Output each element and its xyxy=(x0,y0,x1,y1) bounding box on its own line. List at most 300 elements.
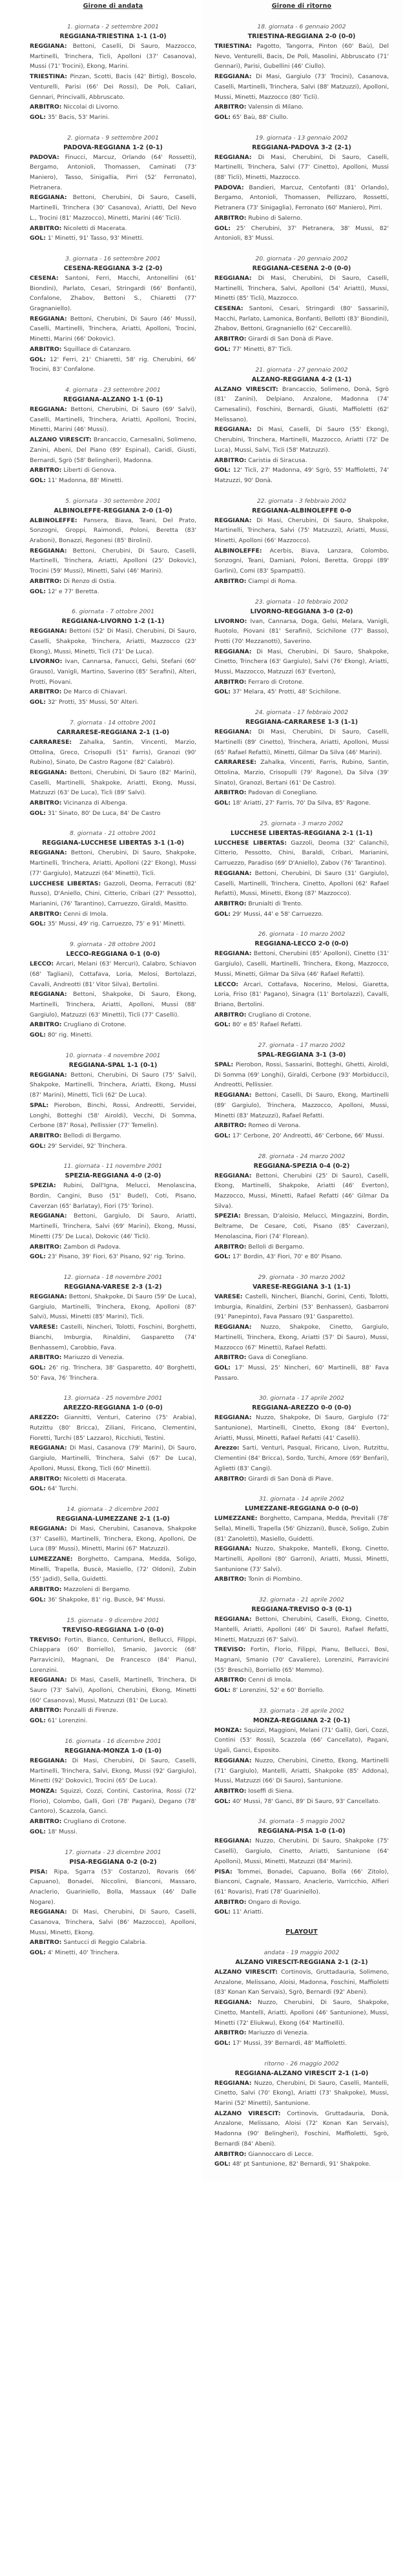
detail-text: Niccolai di Livorno. xyxy=(63,103,120,111)
match-detail-line xyxy=(30,1020,196,1030)
detail-label: GOL: xyxy=(30,1031,46,1039)
detail-label: GOL: xyxy=(30,355,46,363)
match-round-date: 26. giornata - 10 marzo 2002 xyxy=(258,931,346,938)
match-detail-line xyxy=(30,1413,196,1443)
detail-text: Pinzan, Scotti, Bacis (42' Birtig), Boscolo, Venturelli, Parisi (66' Dei Rossi), De Poli, Caliari, Gennari, Princivalli, Abbruscato. xyxy=(30,73,197,101)
match-report xyxy=(30,719,196,819)
detail-text: Padovan di Conegliano. xyxy=(248,789,318,797)
detail-label: REGGIANA: xyxy=(214,728,252,736)
detail-text: Fortin, Florio, Filippi, Pianu, Bellucci, Bosi, Magnani, Smanio (70' Cavaliere), Lorenzini, Parravicini (55' Breschi), Borriello (65' Memmo). xyxy=(214,1646,389,1674)
match-detail-line xyxy=(30,1141,196,1152)
match-detail-line xyxy=(30,355,196,375)
match-detail-line xyxy=(214,2109,389,2149)
match-report xyxy=(214,1152,389,1262)
match-round-date: 28. giornata - 24 marzo 2002 xyxy=(258,1152,346,1160)
detail-text: Pierobon, Binchi, Rossi, Andreotti, Servidei, Longhi, Botteghi (58' Airoldi), Vecchi, Di Somma, Cerbone (87' Rosa), Pellissier (77' Temelin). xyxy=(30,1101,196,1130)
detail-label: LUMEZZANE: xyxy=(30,1556,73,1563)
match-detail-line xyxy=(214,1131,389,1141)
match-detail-line xyxy=(214,949,389,979)
match-report xyxy=(30,134,196,244)
detail-text: Bressan, D'aloisio, Melucci, Mingazzini, Bordin, Beltrame, De Cesare, Coti, Pisano (85' Caverzan), Menolascina, Fiori (74' Florean). xyxy=(214,1212,389,1240)
detail-label: ARBITRO: xyxy=(214,1122,247,1130)
detail-label: ARBITRO: xyxy=(30,910,62,918)
match-title: CARRARESE-REGGIANA 2-1 (1-0) xyxy=(56,728,170,736)
detail-text: Sarti, Venturi, Pasqual, Firicano, Livon, Rutzittu, Clementini (84' Bricca), Sordo, Turchi, Amore (69' Benfari), Aglietti (83' Cangi). xyxy=(214,1444,389,1472)
match-detail-line xyxy=(30,102,196,112)
detail-label: GOL: xyxy=(30,476,46,484)
detail-text: Di Masi, Cherubini, Di Sauro, Caselli, Casanova, Trinchera, Salvi (86' Mazzocco), Apolloni, Mussi, Minetti, Ekong. xyxy=(30,1908,197,1936)
detail-label: ARBITRO: xyxy=(214,789,247,797)
detail-label: GOL: xyxy=(30,1596,46,1603)
detail-text: 8' Lorenzini, 52' e 60' Borriello. xyxy=(232,1687,325,1694)
match-detail-line xyxy=(214,1685,389,1696)
detail-text: 48' pt Santunione, 82' Bernardi, 91' Shakpoke. xyxy=(232,2160,371,2168)
detail-text: 29' Mussi, 44' e 58' Carruezzo. xyxy=(232,910,324,918)
match-detail-line xyxy=(30,1474,196,1484)
match-detail-line xyxy=(214,2159,389,2170)
match-detail-line xyxy=(30,1948,196,1958)
detail-label: LUCCHESE LIBERTAS: xyxy=(30,880,101,887)
detail-label: ARBITRO: xyxy=(30,688,62,696)
match-title: REGGIANA-PADOVA 3-2 (2-1) xyxy=(252,143,351,151)
match-detail-line xyxy=(214,1645,389,1675)
match-report xyxy=(214,2060,389,2170)
match-title: REGGIANA-PISA 1-0 (1-0) xyxy=(258,1828,346,1835)
detail-label: GOL: xyxy=(30,1364,46,1371)
section-title-andata: Girone di andata xyxy=(83,3,143,10)
detail-text: Ioseffi di Siena. xyxy=(248,1788,294,1795)
match-detail-line xyxy=(214,1090,389,1121)
detail-label: GOL: xyxy=(30,1253,46,1261)
detail-label: REGGIANA: xyxy=(30,1757,67,1764)
detail-text: Bettoni, Cherubini, Caselli, Ekong, Cinetto, Mantelli, Ariatti, Apolloni (46' Di Sauro), Rafael Refatti, Minetti, Matzuzzi (67' Salvi). xyxy=(214,1616,389,1643)
detail-text: Bettoni, Cherubini, Di Sauro (69' Salvi), Caselli, Martinelli, Trinchera, Ariatti, Apolloni, Trocini, Minetti, Marini (46' Mussi). xyxy=(30,405,196,434)
detail-label: ARBITRO: xyxy=(30,1939,62,1947)
detail-label: VARESE: xyxy=(214,1293,243,1300)
match-report xyxy=(30,1273,196,1383)
match-report xyxy=(214,1394,389,1484)
detail-text: Di Masi, Cherubini, Di Sauro, Caselli, Martinelli, Trinchera, Salvi, Ekong, Mussi (92' Gargiulo), Minetti (92' Dokovic), Trocini (65' De Luca). xyxy=(30,1757,197,1785)
detail-label: REGGIANA: xyxy=(214,153,252,161)
match-report xyxy=(30,1394,196,1494)
detail-label: GOL: xyxy=(30,587,46,595)
match-detail-line xyxy=(214,1363,389,1383)
match-report xyxy=(30,497,196,597)
match-detail-line xyxy=(214,344,389,355)
detail-text: 11' Ariatti. xyxy=(232,1908,264,1916)
detail-text: Tommei, Bonadei, Capuano, Bolla (66' Zitolo), Bianconi, Cagnale, Massaro, Anaclerio, Varricchio, Alfieri (61' Rovaris), Frati (78' Guariniello). xyxy=(214,1868,389,1895)
match-title: REGGIANA-LUCCHESE LIBERTAS 3-1 (1-0) xyxy=(42,839,184,847)
match-report xyxy=(214,819,389,920)
detail-text: 32' Protti, 35' Mussi, 50' Alteri. xyxy=(47,699,139,706)
match-detail-line xyxy=(214,838,389,869)
detail-label: LUCCHESE LIBERTAS: xyxy=(214,839,287,847)
match-detail-line xyxy=(30,1484,196,1494)
detail-label: GOL: xyxy=(214,224,231,232)
match-report xyxy=(30,607,196,708)
match-report xyxy=(214,497,389,587)
detail-label: ARBITRO: xyxy=(30,467,62,474)
detail-label: GOL: xyxy=(214,467,231,474)
detail-label: GOL: xyxy=(30,1142,46,1150)
match-detail-line xyxy=(30,1817,196,1827)
detail-label: REGGIANA: xyxy=(214,1999,252,2007)
detail-text: Pansera, Biava, Teani, Del Prato, Sonzogni, Groppi, Raimondi, Poloni, Beretta (83' Araboni), Bonazzi, Regonesi (85' Birolini). xyxy=(30,516,196,545)
detail-label: LECCO: xyxy=(30,960,54,968)
column-ritorno xyxy=(202,0,403,2180)
match-title: REGGIANA-CESENA 2-0 (0-0) xyxy=(252,264,351,272)
match-title: LECCO-REGGIANA 0-1 (0-0) xyxy=(66,951,160,958)
match-detail-line xyxy=(214,909,389,920)
detail-label: REGGIANA: xyxy=(30,43,67,50)
detail-text: Bettoni, Shakpoke, Di Sauro (59' De Luca), Gargiulo, Martinelli, Trinchera, Ekong, Apolloni (87' Salvi), Mussi, Minetti (85' Marini), Ticli. xyxy=(30,1293,196,1321)
detail-text: Gava di Conegliano. xyxy=(248,1354,308,1362)
match-detail-line xyxy=(214,183,389,213)
detail-text: Giannitti, Venturi, Caterino (75' Arabia), Rutzittu (80' Bricca), Ziliani, Firicano, Clementini, Fioretti, Turchi (85' Lazzaro), Ricchiuti, Testini. xyxy=(30,1414,197,1442)
match-title: REGGIANA-ALBINOLEFFE 0-0 xyxy=(252,507,351,514)
detail-text: Di Masi, Caselli, Martinelli, Trinchera, Di Sauro (73' Salvi), Apolloni, Cherubini, Ekong, Minetti (60' Casanova), Mussi, Matzuzzi (81' De Luca). xyxy=(30,1676,197,1704)
detail-label: LECCO: xyxy=(214,980,239,988)
detail-label: GOL: xyxy=(30,1828,46,1835)
match-detail-line xyxy=(30,1211,196,1241)
match-title: MONZA-REGGIANA 2-2 (0-1) xyxy=(253,1716,351,1724)
match-title: REGGIANA-MONZA 1-0 (1-0) xyxy=(64,1747,162,1755)
detail-label: ARBITRO: xyxy=(214,1011,247,1019)
match-detail-line xyxy=(30,1675,196,1705)
match-title: CESENA-REGGIANA 3-2 (2-0) xyxy=(63,264,163,272)
detail-label: Arezzo: xyxy=(214,1444,240,1452)
detail-label: REGGIANA: xyxy=(30,1293,67,1300)
match-title: REGGIANA-LIVORNO 1-2 (1-1) xyxy=(61,618,165,626)
detail-label: ARBITRO: xyxy=(30,1707,62,1715)
detail-text: Bettoni, Cherubini, Di Sauro (82' Marini), Caselli, Martinelli, Shakpoke, Ariatti, Ekong, Mussi, Matzuzzi (63' De Luca), Ticli (89' Salvi). xyxy=(30,768,197,797)
detail-text: 31' Sinato, 80' De Luca, 84' De Castro xyxy=(47,809,161,817)
detail-label: REGGIANA: xyxy=(214,950,252,958)
match-round-date: 29. giornata - 30 marzo 2002 xyxy=(258,1273,346,1281)
detail-text: Zahalka, Santin, Vincenti, Marzio, Ottolina, Greco, Crisopulli (51' Farris), Granozi (90' Rubino), Sinato, De Castro Ragone (82' Calabrò). xyxy=(30,738,197,766)
match-detail-line xyxy=(30,697,196,708)
match-title: VARESE-REGGIANA 3-1 (1-1) xyxy=(253,1283,351,1291)
detail-text: Bettoni, Gargiulo, Di Sauro, Ariatti, Martinelli, Trinchera, Salvi (69' Marini), Ekong, Mussi, Minetti (75' De Luca), Dokovic (46' Ticli). xyxy=(30,1212,196,1240)
detail-label: GOL: xyxy=(214,1908,231,1916)
match-detail-line xyxy=(214,41,389,72)
detail-text: Castelli, Nincheri, Tolotti, Foschini, Borghetti, Bianchi, Imburgia, Rinaldini, Gasparetto (74' Benhassem), Carobbio, Fava. xyxy=(30,1324,196,1351)
detail-label: GOL: xyxy=(214,1132,231,1139)
detail-label: REGGIANA: xyxy=(30,991,67,998)
detail-text: Belloli di Bergamo. xyxy=(248,1243,304,1251)
detail-label: LIVORNO: xyxy=(214,617,247,625)
match-report xyxy=(30,1051,196,1152)
match-detail-line xyxy=(30,1292,196,1322)
match-title: REGGIANA-AREZZO 0-0 (0-0) xyxy=(252,1404,351,1412)
detail-label: ARBITRO: xyxy=(30,1243,62,1251)
match-title: ALZANO-REGGIANA 4-2 (1-1) xyxy=(251,375,352,383)
match-round-date: 2. giornata - 9 settembre 2001 xyxy=(67,134,159,142)
match-report xyxy=(30,1616,196,1726)
match-detail-line xyxy=(30,1756,196,1786)
detail-text: Bellodi di Bergamo. xyxy=(63,1132,122,1139)
match-detail-line xyxy=(214,1211,389,1241)
detail-text: Borghetto, Campana, Medda, Soligo, Minelli, Trapella, Buscè, Masiello, (72' Oldoni), Zubin (55' Jadid), Sella, Guidetti. xyxy=(30,1556,196,1583)
match-title: REGGIANA-TRIESTINA 1-1 (1-0) xyxy=(59,33,167,40)
match-detail-line xyxy=(214,1756,389,1786)
detail-text: Di Renzo di Ostia. xyxy=(63,577,116,585)
match-title: REGGIANA-ALZANO VIRESCIT 2-1 (1-0) xyxy=(234,2069,369,2077)
match-detail-line xyxy=(214,465,389,485)
detail-text: Bettoni, Cherubini, Di Sauro (46' Mussi), Caselli, Martinelli, Trinchera, Ariatti, Apolloni, Trocini, Minetti, Marini (66' Dokovic). xyxy=(30,315,197,343)
match-detail-line xyxy=(30,1181,196,1211)
detail-text: Di Masi, Caselli, Di Sauro (55' Ekong), Cherubini, Trinchera, Martinelli, Mazzocco, Ariatti (72' De Luca), Mussi, Salvi, Ticli (58' Matzuzzi). xyxy=(214,426,389,454)
match-detail-line xyxy=(30,959,196,989)
detail-text: Zambon di Padova. xyxy=(63,1243,121,1251)
detail-text: 26' rig. Trinchera, 38' Gasparetto, 40' Borghetti, 50' Fava, 76' Trinchera. xyxy=(30,1364,196,1382)
detail-text: Girardi di San Donà di Piave. xyxy=(248,335,333,343)
detail-label: ARBITRO: xyxy=(214,1475,247,1483)
detail-text: 35' Mussi, 49' rig. Carruezzo, 75' e 91' Minetti. xyxy=(47,920,186,928)
detail-text: 80' rig. Minetti. xyxy=(47,1031,93,1039)
detail-text: 61' Lorenzini. xyxy=(47,1717,88,1725)
match-detail-line xyxy=(214,1322,389,1353)
detail-text: Crugliano di Crotone. xyxy=(63,1818,127,1826)
match-report xyxy=(214,366,389,486)
detail-label: CESENA: xyxy=(30,274,59,282)
match-detail-line xyxy=(30,1070,196,1101)
detail-label: TREVISO: xyxy=(214,1646,246,1654)
section-title-playout: PLAYOUT xyxy=(285,1928,318,1936)
detail-text: Arcari, Cottafava, Nocerino, Melosi, Giaretta, Loria, Friso (81' Pagano), Sinagra (11' Bortolazzi), Cavalli, Briano, Bertolini. xyxy=(214,980,389,1008)
detail-text: Bettoni, Caselli, Di Sauro, Mazzocco, Martinelli, Trinchera, Ticli, Apolloni (37' Casanova), Mussi (71' Trocini), Ekong, Marini. xyxy=(30,43,196,70)
match-detail-line xyxy=(30,193,196,223)
detail-label: REGGIANA: xyxy=(214,516,252,524)
detail-label: ALZANO VIRESCIT: xyxy=(30,436,92,444)
match-detail-line xyxy=(30,314,196,344)
detail-text: Crugliano di Crotone. xyxy=(63,1021,127,1029)
detail-text: 12' e 77' Beretta. xyxy=(47,587,99,595)
detail-label: REGGIANA: xyxy=(214,274,252,282)
detail-label: ARBITRO: xyxy=(214,214,247,222)
match-report xyxy=(30,940,196,1040)
match-report xyxy=(214,598,389,698)
match-detail-line xyxy=(30,1705,196,1716)
detail-label: GOL: xyxy=(214,799,231,807)
match-title: AREZZO-REGGIANA 1-0 (0-0) xyxy=(63,1404,163,1412)
match-detail-line xyxy=(214,456,389,466)
detail-label: GOL: xyxy=(214,688,231,696)
match-round-date: 21. giornata - 27 gennaio 2002 xyxy=(255,366,348,374)
detail-text: Di Masi, Cherubini, Di Sauro, Shakpoke, Cinetto, Trinchera (63' Gargiulo), Salvi (76' Ekong), Ariatti, Mussi, Mazzocco, Matzuzzi (63' Everton), xyxy=(214,648,389,676)
match-title: REGGIANA-SPEZIA 0-4 (0-2) xyxy=(253,1162,350,1170)
match-detail-line xyxy=(30,41,196,72)
match-detail-line xyxy=(30,233,196,244)
detail-label: REGGIANA: xyxy=(214,426,252,434)
match-title: TREVISO-REGGIANA 1-0 (0-0) xyxy=(62,1626,164,1634)
detail-label: LUMEZZANE: xyxy=(214,1515,258,1523)
detail-label: GOL: xyxy=(214,345,231,353)
match-detail-line xyxy=(214,72,389,102)
detail-label: SPAL: xyxy=(30,1101,49,1109)
detail-label: ARBITRO: xyxy=(30,1021,62,1029)
detail-text: Ivan, Cannarsa, Doga, Gelsi, Melara, Vanigli, Ruotolo, Piovani (81' Serafini), Scichilone (77' Basso), Protti (70' Mezzanotti), Saverino. xyxy=(214,617,389,645)
detail-text: Fortin, Bianco, Centurioni, Bellucci, Filippi, Chiappara (60' Borriello), Smanio, Javorcic (68' Parravicini), Magnani, De Francesco (84' Pianu), Lorenzini. xyxy=(30,1636,196,1674)
detail-label: REGGIANA: xyxy=(214,73,252,81)
match-detail-line xyxy=(214,273,389,304)
detail-label: ALZANO VIRESCIT: xyxy=(214,2109,281,2117)
detail-text: Liberti di Genova. xyxy=(63,467,116,474)
match-round-date: 16. giornata - 16 dicembre 2001 xyxy=(65,1737,161,1745)
match-round-date: 10. giornata - 4 novembre 2001 xyxy=(65,1051,161,1059)
detail-label: GOL: xyxy=(214,1364,231,1371)
match-detail-line xyxy=(30,72,196,102)
detail-label: REGGIANA: xyxy=(214,1324,252,1331)
detail-label: GOL: xyxy=(30,1949,46,1957)
detail-text: 17' Mussi, 25' Nincheri, 60' Martinelli, 88' Fava Passaro. xyxy=(214,1364,389,1382)
detail-text: Ongaro di Rovigo. xyxy=(248,1898,302,1906)
match-detail-line xyxy=(30,153,196,193)
detail-text: Ponzalli di Firenze. xyxy=(63,1707,118,1715)
detail-text: 23' Pisano, 39' Fiori, 63' Pisano, 92' rig. Torino. xyxy=(47,1253,185,1261)
match-round-date: 33. giornata - 28 aprile 2002 xyxy=(258,1707,345,1715)
detail-text: Nuzzo, Cherubini, Di Sauro, Caselli, Mantelli, Cinetto, Salvi (70' Ekong), Ariatti (73' Shakpoke), Mussi, Marini (52' Minetti), Santunione. xyxy=(214,2079,389,2107)
detail-label: REGGIANA: xyxy=(30,1908,67,1916)
detail-text: Tonin di Piombino. xyxy=(248,1576,302,1583)
column-andata xyxy=(0,0,202,2180)
match-detail-line xyxy=(214,1514,389,1544)
match-detail-line xyxy=(214,2149,389,2160)
match-detail-line xyxy=(30,657,196,687)
detail-text: 25' Cherubini, 37' Pietranera, 38' Mussi, 82' Antonioli, 83' Mussi. xyxy=(214,224,389,242)
detail-label: ARBITRO: xyxy=(214,678,247,686)
detail-text: Di Masi, Cherubini, Di Sauro, Caselli, Martinelli, Trinchera, Salvi, Apolloni (54' Ariatti), Mussi, Minetti (85' Ticli), Mazzocco. xyxy=(214,274,389,302)
match-detail-line xyxy=(30,344,196,355)
match-detail-line xyxy=(214,2078,389,2109)
detail-label: GOL: xyxy=(30,113,46,121)
detail-text: Bettoni, Shakpoke, Di Sauro, Ekong, Martinelli, Trinchera, Ariatti, Apolloni, Mussi (88' Gargiulo), Matzuzzi (63' Minetti), Ticli (77' Caselli). xyxy=(30,991,197,1019)
detail-text: Nicoletti di Macerata. xyxy=(63,1475,127,1483)
match-report xyxy=(30,1505,196,1605)
detail-label: ARBITRO: xyxy=(30,103,62,111)
match-title: REGGIANA-CARRARESE 1-3 (1-1) xyxy=(245,719,358,726)
match-detail-line xyxy=(214,1121,389,1131)
detail-label: GOL: xyxy=(30,235,46,242)
match-round-date: 7. giornata - 14 ottobre 2001 xyxy=(70,719,156,726)
detail-text: Brancaccio, Solimeno, Donà, Sgrò (81' Zanini), Delpiano, Anzalone, Madonna (74' Carnesalini), Foschini, Bernardi, Giusti, Maffioletti (62' Melissano). xyxy=(214,385,389,423)
match-report xyxy=(30,386,196,486)
detail-text: Squillace di Catanzaro. xyxy=(63,345,132,353)
match-detail-line xyxy=(30,848,196,878)
detail-text: Bettoni, Cherubini (85' Apolloni), Cinetto (31' Gargiulo), Caselli, Martinelli, Trinchera, Ekong, Mazzocco, Mussi, Minetti, Gilmar Da Silva (46' Rafael Refatti). xyxy=(214,950,389,978)
detail-text: Valensin di Milano. xyxy=(248,103,304,111)
match-detail-line xyxy=(30,465,196,476)
detail-label: ARBITRO: xyxy=(214,1676,247,1684)
detail-text: 1' Minetti, 91' Tasso, 93' Minetti. xyxy=(47,235,144,242)
detail-text: Cenni di Imola. xyxy=(63,910,108,918)
detail-label: VARESE: xyxy=(30,1324,58,1331)
match-title: PADOVA-REGGIANA 1-2 (0-1) xyxy=(63,143,163,151)
match-detail-line xyxy=(214,617,389,647)
match-detail-line xyxy=(30,1635,196,1676)
match-detail-line xyxy=(30,1585,196,1595)
match-detail-line xyxy=(30,435,196,465)
match-detail-line xyxy=(214,1574,389,1585)
detail-text: Mariuzzo di Venezia. xyxy=(248,2029,309,2037)
detail-text: Cortinovis, Gruttadauria, Solimeno, Anzalone, Melissano, Aloisi, Madonna, Foschini, Maffioletti (83' Konan Kan Servais), Sgrò, Bernardi (92' Abeni). xyxy=(214,1969,389,1996)
match-detail-line xyxy=(30,112,196,123)
match-title: ALZANO VIRESCIT-REGGIANA 2-1 (2-1) xyxy=(235,1959,368,1967)
match-round-date: 14. giornata - 2 dicembre 2001 xyxy=(67,1505,160,1513)
match-detail-line xyxy=(214,1907,389,1917)
match-round-date: 3. giornata - 16 settembre 2001 xyxy=(65,255,161,262)
detail-label: REGGIANA: xyxy=(30,194,67,202)
match-round-date: 17. giornata - 23 dicembre 2001 xyxy=(65,1848,161,1856)
match-round-date: 20. giornata - 20 gennaio 2002 xyxy=(255,255,348,262)
match-report xyxy=(214,1041,389,1141)
detail-label: ARBITRO: xyxy=(214,103,247,111)
match-title: SPEZIA-REGGIANA 4-0 (2-0) xyxy=(65,1172,161,1180)
detail-label: ARBITRO: xyxy=(214,1576,247,1583)
match-detail-line xyxy=(214,1060,389,1090)
match-detail-line xyxy=(30,273,196,314)
match-list-playout xyxy=(214,1948,389,2170)
match-detail-line xyxy=(214,2028,389,2038)
detail-text: Cortinovis, Gruttadauria, Donà, Anzalone, Melissano, Aloisi (72' Konan Kan Servais), Madonna (90' Belingheri), Foschini, Maffioletti, Sgrò, Bernardi (84' Abeni). xyxy=(214,2109,389,2148)
match-list-andata xyxy=(30,23,196,1958)
detail-text: 17' Mussi, 39' Bernardi, 48' Maffioletti. xyxy=(232,2039,347,2047)
detail-label: PADOVA: xyxy=(30,153,59,161)
match-detail-line xyxy=(30,1131,196,1141)
match-detail-line xyxy=(30,919,196,929)
detail-label: ARBITRO: xyxy=(214,577,247,585)
match-detail-line xyxy=(214,980,389,1010)
detail-text: Nuzzo, Shakpoke, Di Sauro, Gargiulo (72' Santunione), Martinelli, Cinetto, Ekong (84' Everton), Ariatti, Mussi, Minetti, Rafael Refatti (41' Caselli). xyxy=(214,1414,389,1442)
match-detail-line xyxy=(214,224,389,244)
match-detail-line xyxy=(214,1252,389,1262)
match-round-date: 15. giornata - 9 dicembre 2001 xyxy=(67,1616,160,1624)
detail-text: Mariuzzo di Venezia. xyxy=(63,1354,125,1362)
detail-label: GOL: xyxy=(214,1687,231,1694)
match-detail-line xyxy=(214,798,389,808)
detail-text: Bettoni, Cherubini, Di Sauro, Caselli, Martinelli, Trinchera, Ariatti, Apolloni (25' Dokovic), Trocini (59' Mussi), Minetti, Salvi (46' Marini). xyxy=(30,547,196,575)
detail-text: Bettoni, Cherubini, Di Sauro, Caselli, Martinelli, Trinchera (30' Casanova), Ariatti, Del Nevo L., Trocini (81' Mazzocco), Minetti, Marini (46' Ticli). xyxy=(30,194,196,222)
detail-text: Caristia di Siracusa. xyxy=(248,456,307,464)
detail-text: Bettoni, Cherubini, Di Sauro, Shakpoke, Martinelli, Trinchera, Ariatti, Apolloni (22' Ekong), Mussi (77' Gargiulo), Matzuzzi (64' Minetti), Ticli. xyxy=(30,849,197,877)
match-title: ALBINOLEFFE-REGGIANA 2-0 (1-0) xyxy=(54,507,172,514)
detail-text: Di Masi, Casanova (79' Marini), Di Sauro, Gargiulo, Martinelli, Trinchera, Salvi (67' De Luca), Apolloni, Mussi, Ekong, Ticli (60' Minetti). xyxy=(30,1444,196,1472)
detail-text: 36' Shakpoke, 81' rig. Buscè, 94' Mussi. xyxy=(47,1596,166,1603)
detail-label: REGGIANA: xyxy=(30,849,67,857)
detail-text: Di Masi, Gargiulo (73' Trocini), Casanova, Caselli, Martinelli, Trinchera, Salvi (88' Matzuzzi), Apolloni, Mussi, Minetti, Mazzocco (80' Ticli). xyxy=(214,73,389,101)
match-round-date: 11. giornata - 11 novembre 2001 xyxy=(63,1163,163,1170)
detail-text: Arcari, Melani (63' Mercuri), Calabro, Schiavon (68' Tagliani), Cottafava, Loria, Melosi, Bortolazzi, Cavalli, Andreotti (81' Vitor Silva), Bertolini. xyxy=(30,960,196,988)
detail-label: SPEZIA: xyxy=(30,1182,56,1190)
match-detail-line xyxy=(30,798,196,808)
match-detail-line xyxy=(214,869,389,899)
detail-label: REGGIANA: xyxy=(214,1757,252,1764)
detail-text: Nicoletti di Macerata. xyxy=(63,224,127,232)
match-detail-line xyxy=(214,1474,389,1484)
detail-label: TRIESTINA: xyxy=(30,73,67,81)
detail-text: Cenni di Imola. xyxy=(248,1676,293,1684)
match-detail-line xyxy=(214,1967,389,1998)
match-detail-line xyxy=(214,1897,389,1908)
detail-text: 12' Ferri, 21' Chiaretti, 58' rig. Cherubini, 66' Trocini, 83' Confalone. xyxy=(30,355,196,374)
detail-text: 40' Mussi, 78' Ganci, 89' Di Sauro, 93' Cancellato. xyxy=(232,1797,380,1805)
match-report xyxy=(30,1848,196,1958)
detail-text: Castelli, Nincheri, Bianchi, Gorini, Centi, Tolotti, Imburgia, Rinaldini, Zerbini (53' Benhassen), Gasbarroni (91' Panepinto), Fava Passaro (91' Gasparetto). xyxy=(214,1293,389,1321)
detail-text: 11' Madonna, 88' Minetti. xyxy=(47,476,123,484)
detail-text: Di Masi, Cherubini, Di Sauro, Shakpoke, Martinelli, Trinchera, Salvi (75' Matzuzzi), Ariatti, Mussi, Minetti, Apolloni (66' Mazzocco). xyxy=(214,516,389,545)
detail-label: REGGIANA: xyxy=(30,547,67,554)
detail-label: ARBITRO: xyxy=(214,1898,247,1906)
